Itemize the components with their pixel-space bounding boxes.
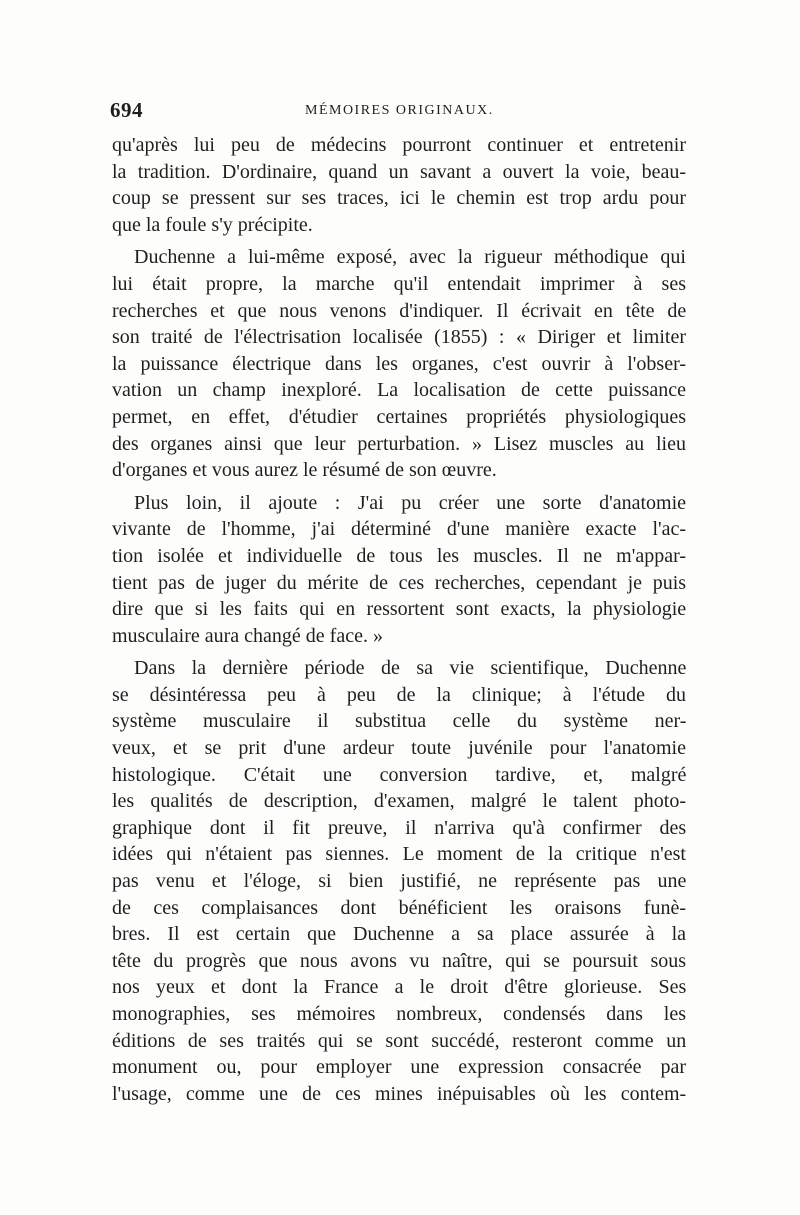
text-line: monument ou, pour employer une expression consacrée par: [112, 1056, 686, 1079]
paragraph: [112, 655, 686, 1107]
text-line: qu'après lui peu de médecins pourront continuer et entretenir: [112, 134, 686, 156]
paragraph: [112, 490, 686, 650]
text-line: musculaire aura changé de face. »: [112, 624, 383, 647]
text-line: recherches et que nous venons d'indiquer. Il écrivait en tête de: [112, 299, 687, 322]
text-line: que la foule s'y précipite.: [112, 213, 313, 236]
text-line: monographies, ses mémoires nombreux, condensés dans les: [112, 1003, 686, 1025]
text-line: la puissance électrique dans les organes, c'est ouvrir à l'obser-: [112, 352, 686, 375]
text-line: vation un champ inexploré. La localisation de cette puissance: [112, 379, 686, 402]
page-number: 694: [110, 98, 143, 122]
text-line: vivante de l'homme, j'ai déterminé d'une manière exacte l'ac-: [112, 518, 687, 541]
text-line: pas venu et l'éloge, si bien justifié, ne représente pas une: [112, 870, 687, 893]
text-line: tête du progrès que nous avons vu naître, qui se poursuit sous: [112, 949, 687, 972]
text-line: Plus loin, il ajoute : J'ai pu créer une sorte d'anatomie: [134, 491, 686, 514]
text-line: graphique dont il fit preuve, il n'arriva qu'à confirmer des: [112, 816, 687, 839]
text-line: coup se pressent sur ses traces, ici le chemin est trop ardu pour: [112, 187, 686, 210]
paragraph: [112, 244, 686, 483]
text-line: des organes ainsi que leur perturbation. » Lisez muscles au lieu: [112, 432, 686, 455]
paragraph: [112, 132, 686, 238]
text-line: de ces complaisances dont bénéficient les oraisons funè-: [112, 896, 686, 919]
text-line: éditions de ses traités qui se sont succédé, resteront comme un: [112, 1029, 687, 1052]
text-line: les qualités de description, d'examen, malgré le talent photo-: [112, 790, 686, 813]
text-line: d'organes et vous aurez le résumé de son œuvre.: [112, 459, 497, 482]
text-line: veux, et se prit d'une ardeur toute juvénile pour l'anatomie: [112, 737, 686, 760]
text-line: système musculaire il substitua celle du système ner-: [112, 710, 687, 733]
text-line: histologique. C'était une conversion tardive, et, malgré: [112, 763, 687, 786]
text-line: tion isolée et individuelle de tous les muscles. Il ne m'appar-: [112, 544, 686, 567]
page-header: [110, 98, 688, 126]
text-line: son traité de l'électrisation localisée (1855) : « Diriger et limiter: [112, 326, 686, 349]
text-line: idées qui n'étaient pas siennes. Le moment de la critique n'est: [112, 843, 686, 866]
text-line: l'usage, comme une de ces mines inépuisables où les contem-: [112, 1082, 687, 1105]
text-line: nos yeux et dont la France a le droit d'être glorieuse. Ses: [112, 976, 687, 999]
text-line: Duchenne a lui-même exposé, avec la rigueur méthodique qui: [134, 246, 686, 269]
text-line: Dans la dernière période de sa vie scientifique, Duchenne: [134, 657, 687, 680]
running-title: MÉMOIRES ORIGINAUX.: [305, 103, 494, 118]
text-line: permet, en effet, d'étudier certaines propriétés physiologiques: [112, 405, 686, 428]
text-line: bres. Il est certain que Duchenne a sa place assurée à la: [112, 923, 687, 946]
text-line: lui était propre, la marche qu'il entendait imprimer à ses: [112, 272, 686, 295]
text-line: dire que si les faits qui en ressortent sont exacts, la physiologie: [112, 598, 687, 621]
text-line: se désintéressa peu à peu de la clinique; à l'étude du: [112, 683, 686, 706]
text-line: tient pas de juger du mérite de ces recherches, cependant je puis: [112, 571, 687, 594]
text-line: la tradition. D'ordinaire, quand un savant a ouvert la voie, beau-: [112, 160, 686, 183]
body-text: [112, 132, 686, 1113]
